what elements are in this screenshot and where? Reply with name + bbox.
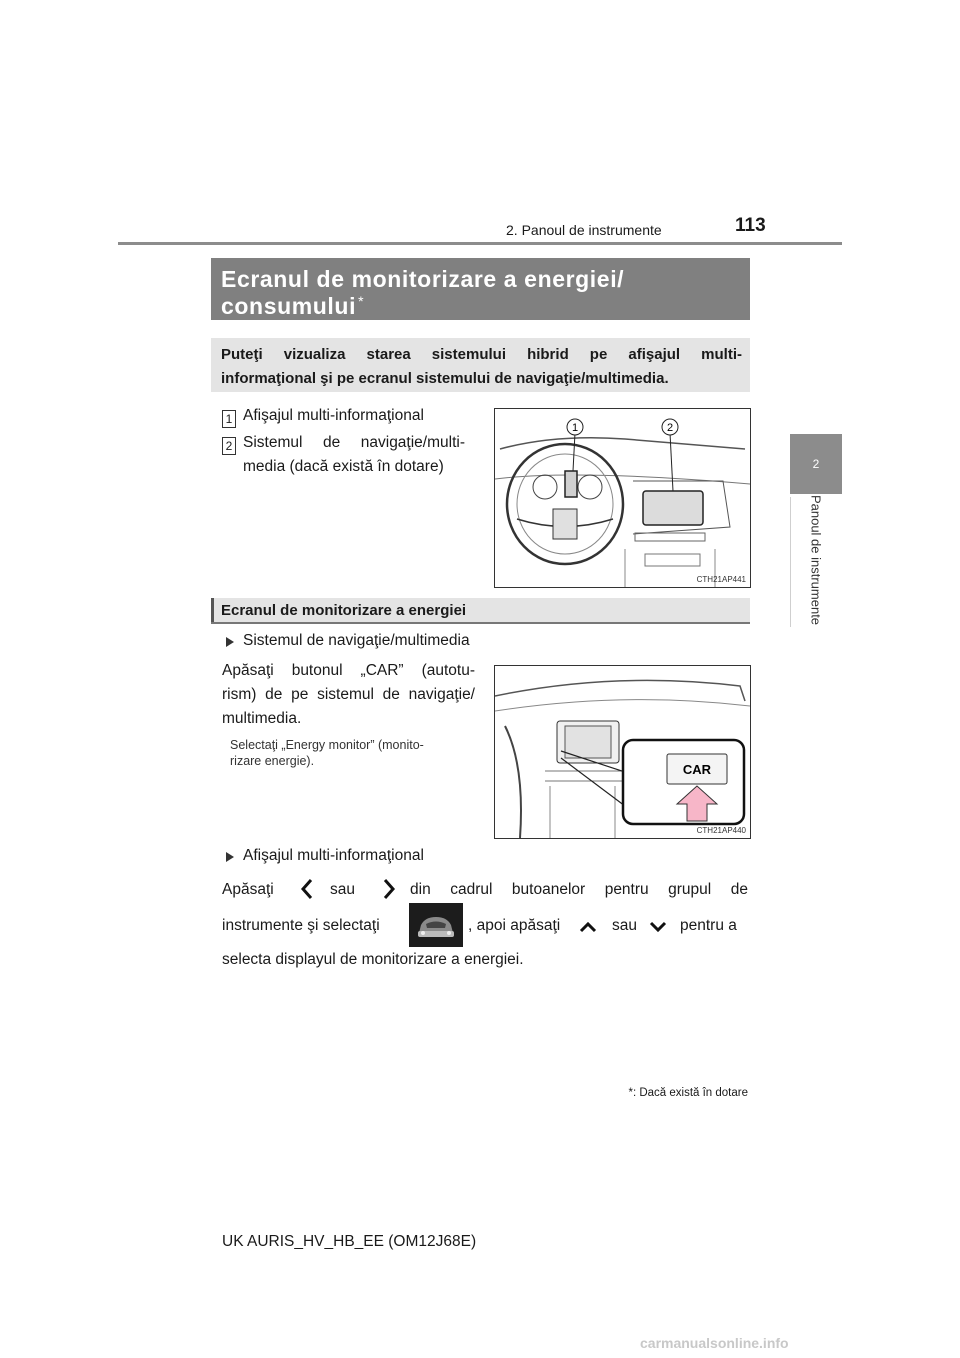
subsection-header <box>211 598 750 624</box>
side-tab: 2 <box>790 434 842 494</box>
chevron-down-icon <box>648 920 668 934</box>
footnote: *: Dacă există în dotare <box>628 1087 748 1099</box>
mid-apasati: Apăsaţi <box>222 881 274 898</box>
chevron-up-icon <box>578 920 598 934</box>
subsection-title: Ecranul de monitorizare a energiei <box>221 602 467 619</box>
item-number-1: 1 <box>222 410 236 428</box>
mid-pentru: pentru a <box>680 917 737 934</box>
car-label: CAR <box>682 762 712 777</box>
figure-dashboard <box>494 408 751 588</box>
mid-bullet: Afişajul multi-informaţional <box>243 847 424 864</box>
model-code: UK AURIS_HV_HB_EE (OM12J68E) <box>222 1233 477 1250</box>
intro-box <box>211 338 750 392</box>
intro-line1: Puteţi vizualiza starea sistemului hibrid pe afişajul multi- <box>221 346 742 363</box>
mid-instrumente: instrumente şi selectaţi <box>222 917 380 934</box>
title-line1: Ecranul de monitorizare a energiei/ <box>221 266 625 292</box>
car-button-illustration <box>495 666 750 838</box>
chevron-left-icon <box>300 877 314 901</box>
mid-apoi: , apoi apăsaţi <box>468 917 561 934</box>
mid-sau: sau <box>330 881 355 898</box>
nav-line1: Apăsaţi butonul „CAR” (autotu- <box>222 662 475 679</box>
nav-line3: multimedia. <box>222 710 302 727</box>
mid-line3: selecta displayul de monitorizare a energiei. <box>222 951 524 968</box>
figure-car-button <box>494 665 751 839</box>
item-1-text: Afişajul multi-informaţional <box>243 407 424 424</box>
watermark: carmanualsonline.info <box>640 1335 789 1351</box>
page-number: 113 <box>735 215 766 236</box>
bullet-triangle-icon <box>226 637 234 647</box>
chevron-right-icon <box>382 877 396 901</box>
figure-code: CTH21AP441 <box>696 575 746 584</box>
mid-sau2: sau <box>612 917 637 934</box>
figure-code-2: CTH21AP440 <box>696 826 746 835</box>
title-asterisk: * <box>358 293 365 309</box>
bullet-triangle-icon-2 <box>226 852 234 862</box>
nav-line2: rism) de pe sistemul de navigaţie/ <box>222 686 475 703</box>
vehicle-icon <box>409 903 463 947</box>
callout-2: 2 <box>666 422 674 434</box>
nav-note-line1: Selectaţi „Energy monitor” (monito- <box>230 738 424 752</box>
side-rule <box>790 497 791 627</box>
nav-note-line2: rizare energie). <box>230 754 315 768</box>
title-line2: consumului * <box>221 293 365 319</box>
callout-1: 1 <box>571 422 579 434</box>
page-title <box>211 258 750 320</box>
header-rule <box>118 242 842 245</box>
nav-bullet: Sistemul de navigaţie/multimedia <box>243 632 470 649</box>
section-header: 2. Panoul de instrumente <box>506 222 662 238</box>
item-2-line2: media (dacă există în dotare) <box>243 458 444 475</box>
mid-rest1: din cadrul butoanelor pentru grupul de <box>410 881 748 898</box>
intro-line2: informaţional şi pe ecranul sistemului de navigaţie/multimedia. <box>221 370 669 387</box>
item-2-line1: Sistemul de navigaţie/multi- <box>243 434 465 451</box>
dashboard-illustration <box>495 409 750 587</box>
item-number-2: 2 <box>222 437 236 455</box>
